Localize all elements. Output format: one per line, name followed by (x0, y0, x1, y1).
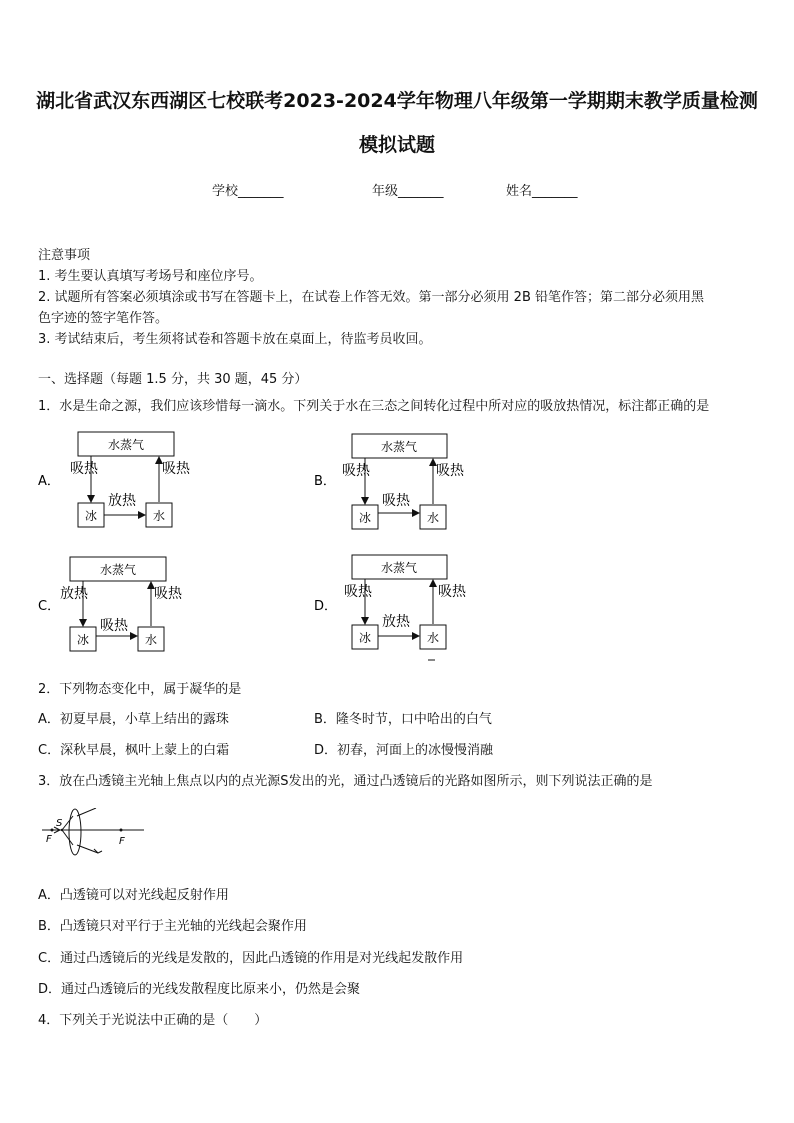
option-d-right: 吸热 (438, 584, 466, 600)
option-a-left1: 吸热 (70, 461, 98, 477)
option-c-water: 水 (144, 633, 158, 647)
option-c-left: 放热 (60, 586, 88, 602)
lens-focus-right: F (119, 836, 125, 847)
option-c-diagram (38, 557, 183, 651)
notice-item: 3. 考试结束后，考生须将试卷和答题卡放在桌面上，待监考员收回。 (38, 332, 432, 347)
lens-figure (40, 808, 150, 858)
option-b-diagram (314, 434, 465, 529)
notice-item: 1. 考生要认真填写考场号和座位序号。 (38, 269, 263, 284)
q2-option-b: B．隆冬时节，口中哈出的白气 (314, 712, 492, 727)
option-a-bottom: 放热 (108, 493, 136, 509)
q1-diagrams (30, 425, 770, 670)
option-b-letter: B． (314, 474, 336, 489)
option-b-right: 吸热 (436, 463, 464, 479)
page-title-line2: 模拟试题 (358, 134, 435, 156)
option-c-right: 吸热 (154, 586, 182, 602)
school-field: 学校_______ (212, 184, 284, 199)
option-d-ice: 冰 (358, 631, 372, 645)
notice-heading: 注意事项 (38, 248, 91, 263)
q3-option-a: A．凸透镜可以对光线起反射作用 (38, 888, 229, 903)
option-d-water: 水 (426, 631, 440, 645)
option-b-top: 水蒸气 (380, 440, 418, 454)
lens-focus-left: F (46, 834, 52, 845)
option-c-top: 水蒸气 (99, 563, 137, 577)
option-b-left: 吸热 (342, 463, 370, 479)
q3-option-b: B．凸透镜只对平行于主光轴的光线起会聚作用 (38, 919, 307, 934)
option-a-letter: A． (38, 474, 60, 489)
option-c-bottom: 吸热 (100, 618, 128, 634)
option-d-bottom: 放热 (382, 614, 410, 630)
section-heading: 一、选择题（每题 1.5 分，共 30 题，45 分） (38, 372, 308, 387)
option-b-ice: 冰 (358, 511, 372, 525)
option-a-diagram (38, 432, 191, 527)
name-field: 姓名_______ (506, 184, 578, 199)
question-4-stem: 4．下列关于光说法中正确的是（ ） (38, 1013, 268, 1028)
option-c-ice: 冰 (76, 633, 90, 647)
page-title: 湖北省武汉东西湖区七校联考2023-2024学年物理八年级第一学期期末教学质量检测 (36, 90, 758, 112)
q2-option-d: D．初春，河面上的冰慢慢消融 (314, 743, 494, 758)
option-b-bottom: 吸热 (382, 493, 410, 509)
option-a-ice: 冰 (84, 509, 98, 523)
question-1-stem: 1．水是生命之源，我们应该珍惜每一滴水。下列关于水在三态之间转化过程中所对应的吸放热情况，标注都正确的是 (38, 399, 710, 414)
option-d-letter: D． (314, 599, 338, 614)
option-d-left: 吸热 (344, 584, 372, 600)
q3-option-d: D．通过凸透镜后的光线发散程度比原来小，仍然是会聚 (38, 982, 361, 997)
option-a-water: 水 (152, 509, 166, 523)
option-b-water: 水 (426, 511, 440, 525)
option-a-right1: 吸热 (162, 461, 190, 477)
option-c-letter: C． (38, 599, 61, 614)
q3-option-c: C．通过凸透镜后的光线是发散的，因此凸透镜的作用是对光线起发散作用 (38, 951, 464, 966)
grade-field: 年级_______ (372, 184, 444, 199)
notice-item: 2. 试题所有答案必须填涂或书写在答题卡上，在试卷上作答无效。第一部分必须用 2B 铅笔作答；第二部分必须用黑 (38, 290, 704, 305)
option-a-top: 水蒸气 (107, 438, 145, 452)
question-3-stem: 3．放在凸透镜主光轴上焦点以内的点光源S发出的光，通过凸透镜后的光路如图所示，则下列说法正确的是 (38, 774, 653, 789)
option-d-top: 水蒸气 (380, 561, 418, 575)
q2-option-c: C．深秋早晨，枫叶上蒙上的白霜 (38, 743, 230, 758)
option-d-diagram (314, 555, 467, 660)
lens-source-label: S (56, 818, 63, 829)
notice-item: 色字迹的签字笔作答。 (38, 311, 169, 326)
question-2-stem: 2．下列物态变化中，属于凝华的是 (38, 682, 242, 697)
q2-option-a: A．初夏早晨，小草上结出的露珠 (38, 712, 229, 727)
